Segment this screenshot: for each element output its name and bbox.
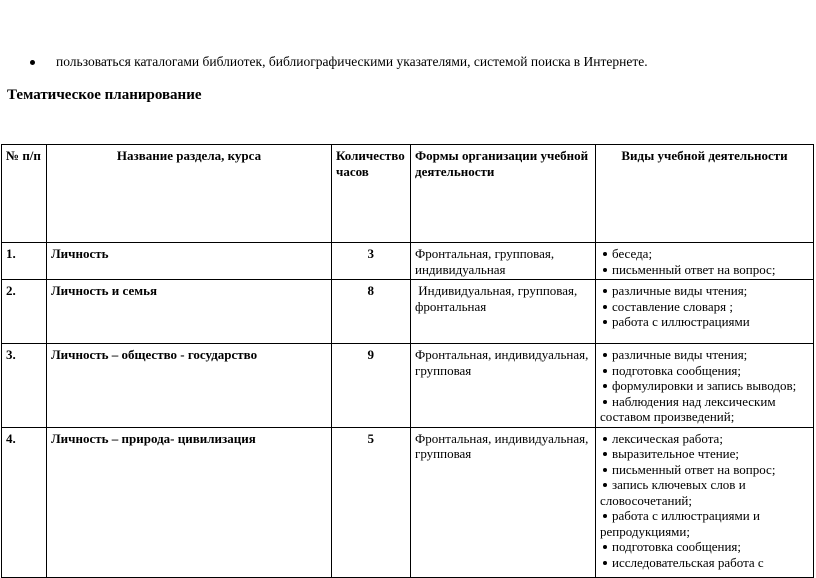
header-forms: Формы организации учебной деятельности — [411, 145, 596, 243]
list-item: лексическая работа; — [600, 431, 809, 447]
list-item: различные виды чтения; — [600, 283, 809, 299]
list-item: подготовка сообщения; — [600, 363, 809, 379]
bullet-icon — [603, 252, 607, 256]
list-item: различные виды чтения; — [600, 347, 809, 363]
list-item: составление словаря ; — [600, 299, 809, 315]
list-item: письменный ответ на вопрос; — [600, 262, 809, 278]
bullet-icon — [603, 384, 607, 388]
list-item: запись ключевых слов и словосочетаний; — [600, 477, 746, 508]
bullet-icon — [603, 468, 607, 472]
bullet-icon — [30, 60, 35, 65]
row-activities — [596, 243, 814, 280]
list-item: выразительное чтение; — [600, 446, 809, 462]
bullet-icon — [603, 483, 607, 487]
section-title: Тематическое планирование — [7, 87, 202, 103]
row-num: 2. — [2, 280, 47, 344]
list-item: исследовательская работа с — [600, 555, 809, 571]
list-item: работа с иллюстрациями и репродукциями; — [600, 508, 760, 539]
row-activities — [596, 280, 814, 344]
row-hours: 9 — [332, 344, 411, 428]
header-activities: Виды учебной деятельности — [596, 145, 814, 243]
row-name: Личность – общество - государство — [47, 344, 332, 428]
row-hours: 3 — [332, 243, 411, 280]
row-num: 3. — [2, 344, 47, 428]
list-item: беседа; — [600, 246, 809, 262]
row-name: Личность – природа- цивилизация — [47, 427, 332, 577]
header-name: Название раздела, курса — [47, 145, 332, 243]
row-num: 4. — [2, 427, 47, 577]
bullet-icon — [603, 289, 607, 293]
thematic-plan-table — [1, 144, 814, 578]
bullet-icon — [603, 400, 607, 404]
row-forms: Фронтальная, индивидуальная, групповая — [411, 344, 596, 428]
row-num: 1. — [2, 243, 47, 280]
bullet-icon — [603, 353, 607, 357]
header-num: № п/п — [2, 145, 47, 243]
row-forms: Фронтальная, групповая, индивидуальная — [411, 243, 596, 280]
list-item: подготовка сообщения; — [600, 539, 809, 555]
bullet-icon — [603, 320, 607, 324]
table-row — [2, 280, 814, 344]
table-row — [2, 344, 814, 428]
header-hours: Количество часов — [332, 145, 411, 243]
bullet-icon — [603, 452, 607, 456]
row-hours: 5 — [332, 427, 411, 577]
table-row — [2, 243, 814, 280]
table-row — [2, 427, 814, 577]
list-item: работа с иллюстрациями — [600, 314, 809, 330]
bullet-icon — [603, 305, 607, 309]
row-name: Личность — [47, 243, 332, 280]
row-activities — [596, 344, 814, 428]
row-hours: 8 — [332, 280, 411, 344]
bullet-icon — [603, 369, 607, 373]
bullet-icon — [603, 514, 607, 518]
row-name: Личность и семья — [47, 280, 332, 344]
list-item: формулировки и запись выводов; — [600, 378, 809, 394]
list-item: наблюдения над лексическим составом произведений; — [600, 393, 776, 424]
bullet-icon — [603, 437, 607, 441]
row-activities — [596, 427, 814, 577]
bullet-icon — [603, 545, 607, 549]
row-forms: Фронтальная, индивидуальная, групповая — [411, 427, 596, 577]
list-item: письменный ответ на вопрос; — [600, 462, 809, 478]
table-header-row — [2, 145, 814, 243]
bullet-text: пользоваться каталогами библиотек, библиографическими указателями, системой поиска в Интернете. — [56, 54, 648, 69]
bullet-icon — [603, 268, 607, 272]
bullet-list-item — [30, 54, 648, 70]
row-forms: Индивидуальная, групповая, фронтальная — [411, 280, 596, 344]
